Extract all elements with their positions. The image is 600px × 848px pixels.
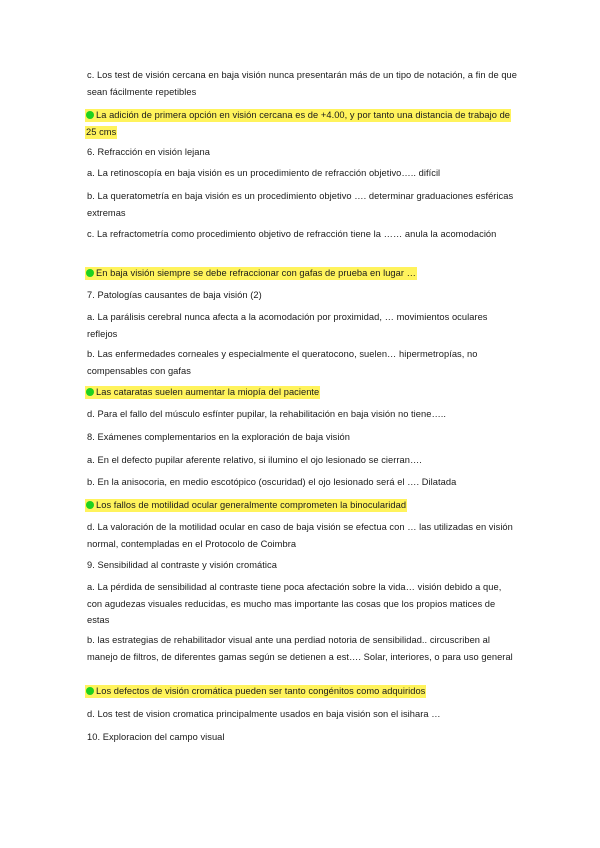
option-text: b. La queratometría en baja visión es un procedimiento objetivo …. determinar graduaciones esféricas extremas	[87, 191, 514, 218]
green-dot-icon	[86, 269, 94, 277]
option-text: a. La retinoscopía en baja visión es un procedimiento de refracción objetivo….. difícil	[87, 168, 441, 178]
green-dot-icon	[86, 388, 94, 396]
answer-highlight	[85, 497, 515, 514]
option-text: d. Para el fallo del músculo esfínter pupilar, la rehabilitación en baja visión no tiene…..	[87, 409, 447, 419]
answer-highlight	[85, 265, 515, 282]
option-text: c. La refractometría como procedimiento objetivo de refracción tiene la …… anula la acomodación	[87, 229, 497, 239]
option-text: d. Los test de vision cromatica principalmente usados en baja visión son el isihara …	[87, 709, 441, 719]
option-text: c. Los test de visión cercana en baja visión nunca presentarán más de un tipo de notación, a fin de que sean fácilmente repetibles	[87, 70, 517, 97]
answer-text: La adición de primera opción en visión cercana es de +4.00, y por tanto una distancia de trabajo de 25 cms	[86, 110, 511, 137]
answer-text: Las cataratas suelen aumentar la miopía del paciente	[96, 387, 320, 397]
option-text: a. La parálisis cerebral nunca afecta a la acomodación por proximidad, … movimientos oculares reflejos	[87, 312, 488, 339]
answer-text: Los fallos de motilidad ocular generalmente comprometen la binocularidad	[96, 500, 407, 510]
answer-text: Los defectos de visión cromática pueden ser tanto congénitos como adquiridos	[96, 686, 426, 696]
option-text: b. Las enfermedades corneales y especialmente el queratocono, suelen… hipermetropías, no compensables con gafas	[87, 349, 478, 376]
question-heading: 6. Refracción en visión lejana	[87, 147, 210, 157]
answer-highlight	[85, 384, 515, 401]
question-heading: 10. Exploracion del campo visual	[87, 732, 225, 742]
option-text: a. En el defecto pupilar aferente relativo, si ilumino el ojo lesionado se cierran….	[87, 455, 422, 465]
question-heading: 7. Patologías causantes de baja visión (2)	[87, 290, 262, 300]
green-dot-icon	[86, 501, 94, 509]
answer-highlight	[85, 107, 515, 140]
answer-text: En baja visión siempre se debe refraccionar con gafas de prueba en lugar …	[96, 268, 416, 278]
option-text: b. En la anisocoria, en medio escotópico (oscuridad) el ojo lesionado será el …. Dilatada	[87, 477, 457, 487]
option-text: d. La valoración de la motilidad ocular en caso de baja visión se efectua con … las utilizadas en visión normal, contempladas en el Protocolo de Coimbra	[87, 522, 513, 549]
question-heading: 8. Exámenes complementarios en la exploración de baja visión	[87, 432, 350, 442]
question-heading: 9. Sensibilidad al contraste y visión cromática	[87, 560, 277, 570]
green-dot-icon	[86, 687, 94, 695]
option-text: a. La pérdida de sensibilidad al contraste tiene poca afectación sobre la vida… visión debido a que, con agudezas visuales reducidas, es mucho mas importante las cosas que los propios matices de estas	[87, 582, 502, 625]
answer-highlight	[85, 683, 515, 700]
green-dot-icon	[86, 111, 94, 119]
option-text: b. las estrategias de rehabilitador visual ante una perdiad notoria de sensibilidad.. circuscriben al manejo de filtros, de diferentes gamas según se detienen a est…. Solar, interiores, o para uso general	[87, 635, 513, 662]
